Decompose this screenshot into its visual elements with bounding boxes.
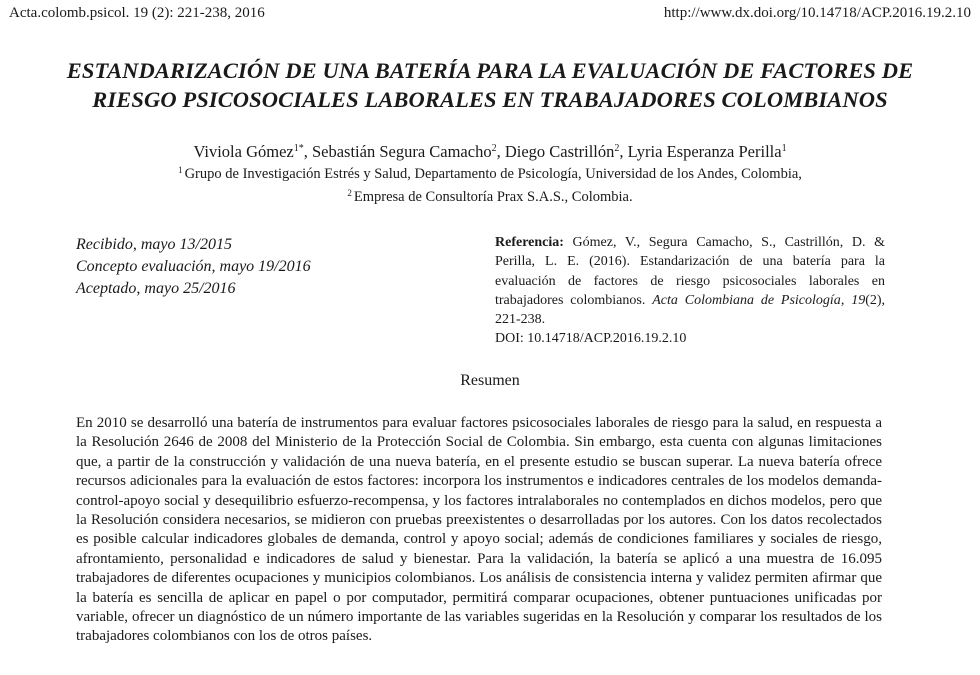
received-date: Recibido, mayo 13/2015	[76, 236, 232, 253]
author-name: Sebastián Segura Camacho	[311, 142, 492, 161]
reference-doi: DOI: 10.14718/ACP.2016.19.2.10	[495, 331, 687, 347]
affiliation	[0, 188, 980, 206]
affiliation-text: Empresa de Consultoría Prax S.A.S., Colombia.	[353, 189, 633, 205]
abstract-heading: Resumen	[460, 372, 520, 389]
author-affiliation-mark: 1*	[293, 143, 304, 154]
author-name: Diego Castrillón	[504, 142, 615, 161]
affiliation-mark: 2	[347, 188, 352, 198]
author-separator: ,	[619, 142, 628, 161]
reference-label: Referencia:	[495, 235, 564, 250]
author-separator: ,	[303, 142, 312, 161]
reference-separator: ,	[840, 292, 852, 308]
reference-text: Gómez, V., Segura Camacho, S., Castrillón, D. & Perilla, L. E. (2016). Estandarización de una batería para la evaluación de factores de riesgo psicosociales laborales en trabajadores colombianos.	[495, 235, 885, 308]
author-separator: ,	[496, 142, 505, 161]
reference-pages: (2), 221-238.	[495, 292, 886, 328]
affiliation	[0, 165, 980, 183]
article-title	[0, 56, 980, 114]
affiliation-mark: 1	[178, 165, 183, 175]
title-line: RIESGO PSICOSOCIALES LABORALES EN TRABAJADORES COLOMBIANOS	[92, 87, 888, 112]
author-affiliation-mark: 2	[491, 143, 497, 154]
accepted-date: Aceptado, mayo 25/2016	[76, 280, 236, 297]
reference-journal: Acta Colombiana de Psicología	[652, 292, 841, 308]
author-affiliation-mark: 2	[614, 143, 620, 154]
citation-reference	[495, 233, 885, 349]
author-name: Lyria Esperanza Perilla	[627, 142, 782, 161]
doi-link[interactable]: http://www.dx.doi.org/10.14718/ACP.2016.19.2.10	[663, 5, 971, 21]
submission-dates	[76, 234, 311, 300]
running-head	[9, 5, 971, 22]
author-list	[0, 142, 980, 162]
review-date: Concepto evaluación, mayo 19/2016	[76, 258, 311, 275]
title-line: ESTANDARIZACIÓN DE UNA BATERÍA PARA LA EVALUACIÓN DE FACTORES DE	[66, 58, 914, 83]
journal-citation: Acta.colomb.psicol. 19 (2): 221-238, 2016	[9, 5, 265, 21]
affiliation-text: Grupo de Investigación Estrés y Salud, Departamento de Psicología, Universidad de los Andes, Colombia,	[184, 166, 802, 182]
author-affiliation-mark: 1	[781, 143, 787, 154]
abstract-text: En 2010 se desarrolló una batería de instrumentos para evaluar factores psicosociales laborales de riesgo para la salud, en respuesta a la Resolución 2646 de 2008 del Ministerio de la Protección Social de Colombia. Sin embargo, esta cuenta con algunas limitaciones que, a partir de la construcción y validación de una nueva batería, en el presente estudio se buscan superar. La nueva batería ofrece recursos adicionales para la evaluación de estos factores: incorpora los instrumentos e indicadores centrales de los modelos demanda-control-apoyo social y desequilibrio esfuerzo-recompensa, y los factores intralaborales no contemplados en dichos modelos, pero que la Resolución considera necesarios, se midieron con pruebas preexistentes o desarrolladas por los autores. Con los datos recolectados es posible calcular indicadores globales de demanda, control y apoyo social; además de condiciones familiares y sociales de riesgo, afrontamiento, personalidad e indicadores de salud y bienestar. Para la validación, la batería se aplicó a una muestra de 16.095 trabajadores de diferentes ocupaciones y municipios colombianos. Los análisis de consistencia interna y validez permiten afirmar que la batería es sencilla de aplicar en papel o por computador, permitirá comparar ocupaciones, obtener puntuaciones unificadas por variable, ofrecer un diagnóstico de un número importante de las variables sugeridas en la Resolución y comparar los resultados de los trabajadores colombianos con los de otros países.	[76, 415, 882, 645]
reference-volume: 19	[851, 292, 866, 308]
author-name: Viviola Gómez	[193, 142, 294, 161]
